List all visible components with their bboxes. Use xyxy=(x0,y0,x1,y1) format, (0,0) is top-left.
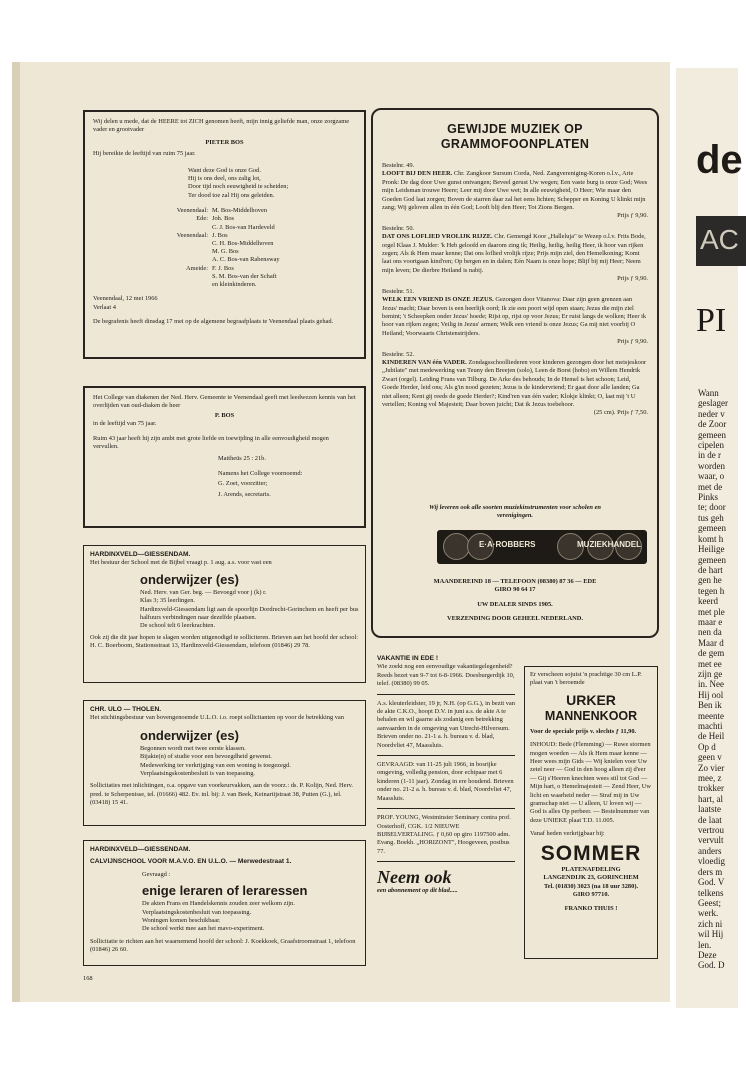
classified-1-title: VAKANTIE IN EDE ! xyxy=(377,655,439,662)
ad-hardinxveld-intro: Het bestuur der School met de Bijbel vraagt p. 1 aug. a.s. voor vast een xyxy=(90,559,272,567)
next-page-line: anders xyxy=(698,845,722,856)
classified-3-text: GEVRAAGD: van 11-25 juli 1966, in bosrijke omgeving, volledig pension, door echtpaar met 6 kinderen (1-11 jaar). Zondag in ere houdend. Brieven onder no. 21-2 a. h. bureau v. d. blad, Noordvliet 47, Maassluis. xyxy=(377,761,514,802)
next-page-line: wil Hij xyxy=(698,929,724,940)
ad-tholen-intro: Het stichtingsbestuur van bovengenoemde U.L.O. i.o. roept sollicitanten op voor de betrekking van xyxy=(90,714,344,722)
next-page-line: de Zoor xyxy=(698,419,727,430)
next-page-line: ders m xyxy=(698,866,723,877)
sommer-address: LANGENDIJK 23, GORINCHEM xyxy=(543,874,639,882)
next-page-line: Op d xyxy=(698,741,716,752)
college-notice-age: in de leeftijd van 75 jaar. xyxy=(93,420,157,428)
next-page-line: in. Nee xyxy=(698,679,724,690)
music-ad-footer xyxy=(380,578,650,624)
next-page-line: Wann xyxy=(698,388,719,398)
urker-ad xyxy=(524,666,658,959)
sommer-name: SOMMER xyxy=(540,841,642,865)
next-page-line: in de r xyxy=(698,450,721,461)
ad-tholen-title: CHR. ULO — THOLEN. xyxy=(90,706,162,713)
sommer-giro: GIRO 97710. xyxy=(572,890,610,898)
next-page-line: de gem xyxy=(698,648,725,659)
next-page-line: vertrou xyxy=(698,825,724,836)
classifieds-column xyxy=(377,655,515,896)
next-page-line: zijn ge xyxy=(698,668,723,679)
death-notice-address: Verlaat 4 xyxy=(93,303,116,311)
next-page-line: met de xyxy=(698,481,723,492)
next-page-line: mee, z xyxy=(698,773,722,784)
next-page-banner: AC xyxy=(696,216,746,266)
college-notice-body: Ruim 43 jaar heeft hij zijn ambt met grote liefde en toewijding in alle eenvoudigheid mogen vervullen. xyxy=(93,434,329,451)
death-notice-place-date: Veenendaal, 12 mei 1966 xyxy=(93,295,158,303)
next-page-line: vervult xyxy=(698,835,724,846)
ad-calvijnschool-job: enige leraren of leraressen xyxy=(142,883,308,899)
next-page-line: neder v xyxy=(698,408,725,419)
next-page-line: vloedig xyxy=(698,856,725,867)
next-page-line: Ben ik xyxy=(698,700,722,711)
robbers-logo xyxy=(437,530,647,564)
next-page-line: worden xyxy=(698,460,725,471)
sommer-department: PLATENAFDELING xyxy=(561,865,621,873)
next-page-line: hart, al xyxy=(698,793,723,804)
next-page-line: tus geh xyxy=(698,512,724,523)
ad-calvijnschool-details: De akten Frans en Handelskennis zouden zeer welkom zijn. Verplaatsingskostenbesluit van toepassing. Woningen komen beschikbaar. De school werkt mee aan het mavo-experiment. xyxy=(142,900,295,933)
ad-hardinxveld-closing: Ook zij die dit jaar hopen te slagen worden uitgenodigd te solliciteren. Brieven aan het hoofd der school: H. C. Boerboom, Stationsstraat 13, Hardinxveld-Giessendam, telefoon (01846) 29 78. xyxy=(90,633,358,650)
classified-4-text: PROF. YOUNG, Westminster Seminary contra prof. Oosterhoff, CGK. 1/2 NIEUWE BIJBELVERTALING. ƒ 0,60 op giro 1197500 adm. Evang. Boekh. „HORIZONT", Hoogeveen, postbus 77. xyxy=(377,814,511,855)
next-page-line: gemeen xyxy=(698,429,726,440)
next-page-line: Heilige xyxy=(698,544,725,555)
ad-tholen-closing: Sollicitaties met inlichtingen, o.a. opgave van voorkeurvakken, aan de voorz.: ds. P. Kolijn, Ned. Herv. pred. te Scherpenisse, tel. (01666) 482. Ev. inl. bij: J. van Beek, Keinartijstraat 38, Putten (G.), tel. (03418) 15 41. xyxy=(90,782,353,807)
next-page-fragment xyxy=(676,68,743,1008)
music-ad-title: GEWIJDE MUZIEK OP xyxy=(447,122,583,136)
record-49: Bestelnr. 49. LOOFT BIJ DEN HEER. Chr. Zangkoor Sursum Corda, Ned. Zangvereniging-Koren o.l.v., Arie Pronk: De dag door Uwe gunst ontvangen; Beveel gerust Uw wegen; Een vaste burg is onze God; Wees mijn Leidsman trouwe Heere; Leer mij door Uwe wet; In alle eeuwigheid, O Heer; Wie maar den Goeden God laat zorgen; Boven de starren daar zal het eens lichten; Schepper en Koning U klinkt mijn zang; Wij geloven allen in één God; Looft blij den Heer; Tot Zions Bergen. Prijs ƒ 9,90. xyxy=(382,162,648,220)
next-page-line: meente xyxy=(698,710,724,721)
death-notice-family: Veenendaal: M. Bos-Middelhoven Ede: Joh. Bos C. J. Bos-van Hardeveld Veenendaal: J. Bos C. H. Bos-Middelhoven M. G. Bos A. C. Bos-van Rabensway Ameide: F. J. Bos S. M. Bos-van der Schaft en kleinkinderen. xyxy=(176,207,280,289)
logo-left-text: E·A·ROBBERS xyxy=(479,540,536,549)
next-page-line: de Heil xyxy=(698,731,725,742)
college-notice-signature: Namens het College voornoemd: G. Zoet, voorzitter; J. Arends, secretaris. xyxy=(218,469,303,498)
urker-price: Voor de speciale prijs v. slechts ƒ 11,90. xyxy=(530,727,637,735)
next-page-line: cipelen xyxy=(698,440,724,451)
ad-tholen xyxy=(83,700,366,826)
urker-name-2: MANNENKOOR xyxy=(544,708,638,723)
next-page-line: God. V xyxy=(698,877,725,888)
ad-calvijnschool-subtitle: CALVIJNSCHOOL VOOR M.A.V.O. EN U.L.O. — Merwedestraat 1. xyxy=(90,858,292,866)
ad-calvijnschool-closing: Sollicitatie te richten aan het waarnemend hoofd der school: J. Koekkoek, Graafstroomstraat 1, telefoon (01846) 26 60. xyxy=(90,937,356,954)
next-page-text xyxy=(698,388,738,971)
college-notice-intro: Het College van diakenen der Ned. Herv. Gemeente te Veenendaal geeft met leedwezen kennis van het overlijden van oud-diaken de heer xyxy=(93,394,356,410)
next-page-line: waar, o xyxy=(698,471,725,482)
ad-calvijnschool-title: HARDINXVELD—GIESSENDAM. xyxy=(90,846,191,853)
urker-intro: Er verscheen sojuist 'n prachtige 30 cm L.P. plaat van 't beroemde xyxy=(530,671,642,687)
music-ad-also: Wij leveren ook alle soorten muziekinstrumenten voor scholen en verenigingen. xyxy=(429,504,601,520)
record-51: Bestelnr. 51. WELK EEN VRIEND IS ONZE JEZUS. Gezongen door Vitanova: Daar zijn geen grenzen aan Jezus' macht; Daar boven is een heerlijk oord; Ik zie een poort wijd open staan; Jezus die mijn ziel bemint; 't Scheepken onder Jezus' hoede; Rijst op, rijst op voor Jezus; Er ruist langs de wolken; Heer ik hoor van rijken zegen; Veilig in Jezus' armen; Welk een vriend is onze Jezus; Ga mij niet voorbij O Heiland; Voorwaarts Christenstrijders. Prijs ƒ 9,90. xyxy=(382,287,648,346)
next-page-line: keerd xyxy=(698,596,718,607)
next-page-line: zich ni xyxy=(698,918,723,929)
sommer-telephone: Tel. (01830) 3023 (na 18 uur 3280). xyxy=(543,882,639,890)
next-page-line: gemeen xyxy=(698,554,726,565)
next-page-line: de laat xyxy=(698,814,722,825)
ad-hardinxveld-details: Ned. Herv. van Ger. beg. — Bevoegd voor j (k) r. Klas 3; 35 leerlingen. Hardinxveld-Giessendam ligt aan de spoorlijn Dordrecht-Gorinchem en heeft per bus halfuurs verbindingen naar dezelfde plaatsen. De school telt 6 leerkrachten. xyxy=(140,588,359,630)
next-page-title: PI xyxy=(696,302,727,339)
next-page-line: met ple xyxy=(698,606,725,617)
next-page-line: Pinks xyxy=(698,492,719,503)
next-page-line: Zo vier xyxy=(698,762,725,773)
classified-1-text: Wie zoekt nog een eenvoudige vakantiegelegenheid? Reeds bezet van 9-7 tot 6-8-1966. Doesburgerdijk 10, telef. (08380) 99 05. xyxy=(377,663,515,688)
next-page-line: komt h xyxy=(698,533,724,544)
ad-tholen-details: Begonnen wordt met twee eerste klassen. Bijakte(n) of studie voor een bevoegdheid gewenst. Medewerking ter verkrijging van een woning is toegezegd. Verplaatsingskostenbesluit is van toepassing. xyxy=(140,744,291,778)
next-page-line: te; door xyxy=(698,502,726,513)
record-50: Bestelnr. 50. DAT ONS LOFLIED VROLIJK RIJZE. Chr. Gemengd Koor „Halleluja" te Wezep o.l.v. Frits Bode, orgel Klaas J. Mulder: 'k Heb geloofd en daarom zing ik; Heilig, heilig, heilig Heer, ik hoor van rijken zegen; Als ik Hem maar kenne; Dat ons loflied vrolijk rijze; Prijs mijn ziel, den Hemelkoning; Komt laat ons voortgaan kind'ren; Op bergen en in dalen; Eén Naam is onze hope; Blijf bij mij Heer; Neem mijn leven; De dierbre Heiland is nabij. Prijs ƒ 9,90. xyxy=(382,224,648,283)
logo-right-text: MUZIEKHANDEL xyxy=(577,540,641,549)
college-notice xyxy=(83,386,366,528)
death-notice-intro: Wij delen u mede, dat de HEERE tot ZICH genomen heeft, mijn innig geliefde man, onze zorgzame vader en grootvader xyxy=(93,118,350,134)
next-page-line: de hart xyxy=(698,564,723,575)
ad-calvijnschool xyxy=(83,840,366,966)
music-ad-title-2: GRAMMOFOONPLATEN xyxy=(440,137,590,151)
next-page-line: geen v xyxy=(698,752,722,763)
next-page-line: God. D xyxy=(698,960,725,971)
ad-hardinxveld xyxy=(83,545,366,683)
urker-name: URKER xyxy=(566,691,616,708)
ad-hardinxveld-job: onderwijzer (es) xyxy=(140,571,239,587)
next-page-line: Deze xyxy=(698,949,717,960)
sommer-free: FRANKO THUIS ! xyxy=(564,905,618,913)
next-page-line: gemeen xyxy=(698,523,726,534)
death-notice-age: Hij bereikte de leeftijd van ruim 75 jaar. xyxy=(93,150,196,158)
college-notice-verse-ref: Mattheüs 25 : 21b. xyxy=(218,455,266,463)
next-page-line: machti xyxy=(698,721,723,731)
next-page-line: geslager xyxy=(698,398,728,409)
college-notice-name: P. BOS xyxy=(214,411,235,419)
classified-2-text: A.s. kleuterleidster, 19 jr, N.H. (op G.G.), in bezit van de akte C.K.O., hoopt D.V. in juni a.s. de akte A te behalen en wil gaarne als zodanig een betrekking aanvaarden in de omgeving van Utrecht-Hilversum. Brieven onder no. 21-1 a. h. bureau v. d. blad, Noordvliet 47, Maassluis. xyxy=(377,699,515,749)
urker-content: INHOUD: Bede (Flemming) — Ruwe stormen mogen woeden — Als ik Hem maar kenne — Heer wees mijn Gids — Wij knielen voor Uw zetel neer — God in den hoog alleen zij d'eer — Gij s'Heeren knechten wees stil tot God — Mijn hart, o Hemelmajesteit — Zend Heer, Uw licht en waarheid neder — Straf mij in Uw gramschap niet — U alleen, U loven wij — God is alles Op perbeer. — Bestelnummer van deze UNIEKE plaat T.D. 11.005. xyxy=(530,741,651,824)
next-page-line: nen da xyxy=(698,627,722,638)
next-page-headline: de xyxy=(696,138,743,182)
next-page-line: werk. xyxy=(698,908,719,919)
next-page-line: met ee xyxy=(698,658,722,669)
urker-order: Vanaf heden verkrijgbaar bij: xyxy=(530,830,605,838)
next-page-line: trokker xyxy=(698,783,724,794)
ad-calvijnschool-asked: Gevraagd : xyxy=(142,870,171,878)
music-ad-address: MAANDEREIND 18 — TELEFOON (08380) 87 36 — EDE xyxy=(433,578,597,585)
next-page-line: laatste xyxy=(698,804,721,815)
subscribe-big: Neem ook xyxy=(377,867,452,888)
next-page-line: tegen h xyxy=(698,585,725,596)
music-ad-dealer: UW DEALER SINDS 1905. xyxy=(477,600,553,608)
death-notice-name: PIETER BOS xyxy=(205,138,244,146)
music-ad-shipping: VERZENDING DOOR GEHEEL NEDERLAND. xyxy=(446,615,583,623)
record-52: Bestelnr. 52. KINDEREN VAN één VADER. Zondagsschoolliederen voor kinderen gezongen door het meisjeskoor „Jubilate" met medewerking van Teuny den Breejen (solo), Leen de Borst (hobo) en Willem Hendrik Zwart (orgel). Leiding Frans van Tilburg. De Arke des behouds; In de Hemel is het schoon; Leid, Goede Herder, leid ons; Als g'in nood gezeten; Jezus is de kindervriend; Er gaat door alle landen; Ga niet alleen; Kent gij reeds de goede Herder?; Kind'ren van één vader; Klokje klinkt; O, laat mij 't U vertellen; Koning vol Majesteit; Daar boven juicht; Dat ik Jezus toebehoor. (25 cm). Prijs ƒ 7,50. xyxy=(382,350,648,417)
next-page-line: Hij ool xyxy=(698,689,724,700)
next-page-line: Maar d xyxy=(698,637,724,648)
page-number: 168 xyxy=(83,975,93,982)
death-notice-verse: Want deze God is onze God. Hij is ons deel, ons zalig lot, Door tijd noch eeuwigheid te scheiden; Ter dood toe zal Hij ons geleiden. xyxy=(188,166,289,199)
next-page-line: telkens xyxy=(698,887,724,898)
next-page-line: gen he xyxy=(698,575,722,586)
ad-hardinxveld-title: HARDINXVELD—GIESSENDAM. xyxy=(90,551,191,558)
music-ad-giro: GIRO 90 64 17 xyxy=(494,586,536,594)
ad-tholen-job: onderwijzer (es) xyxy=(140,727,239,743)
next-page-line: Geest; xyxy=(698,897,721,908)
death-notice-funeral: De begrafenis heeft dinsdag 17 mei op de algemene begraafplaats te Veenendaal plaats gehad. xyxy=(93,318,334,326)
death-notice xyxy=(83,110,366,359)
next-page-line: len. xyxy=(698,939,712,950)
subscribe-small: een abonnement op dit blad..... xyxy=(377,887,458,895)
next-page-line: maar e xyxy=(698,616,723,627)
